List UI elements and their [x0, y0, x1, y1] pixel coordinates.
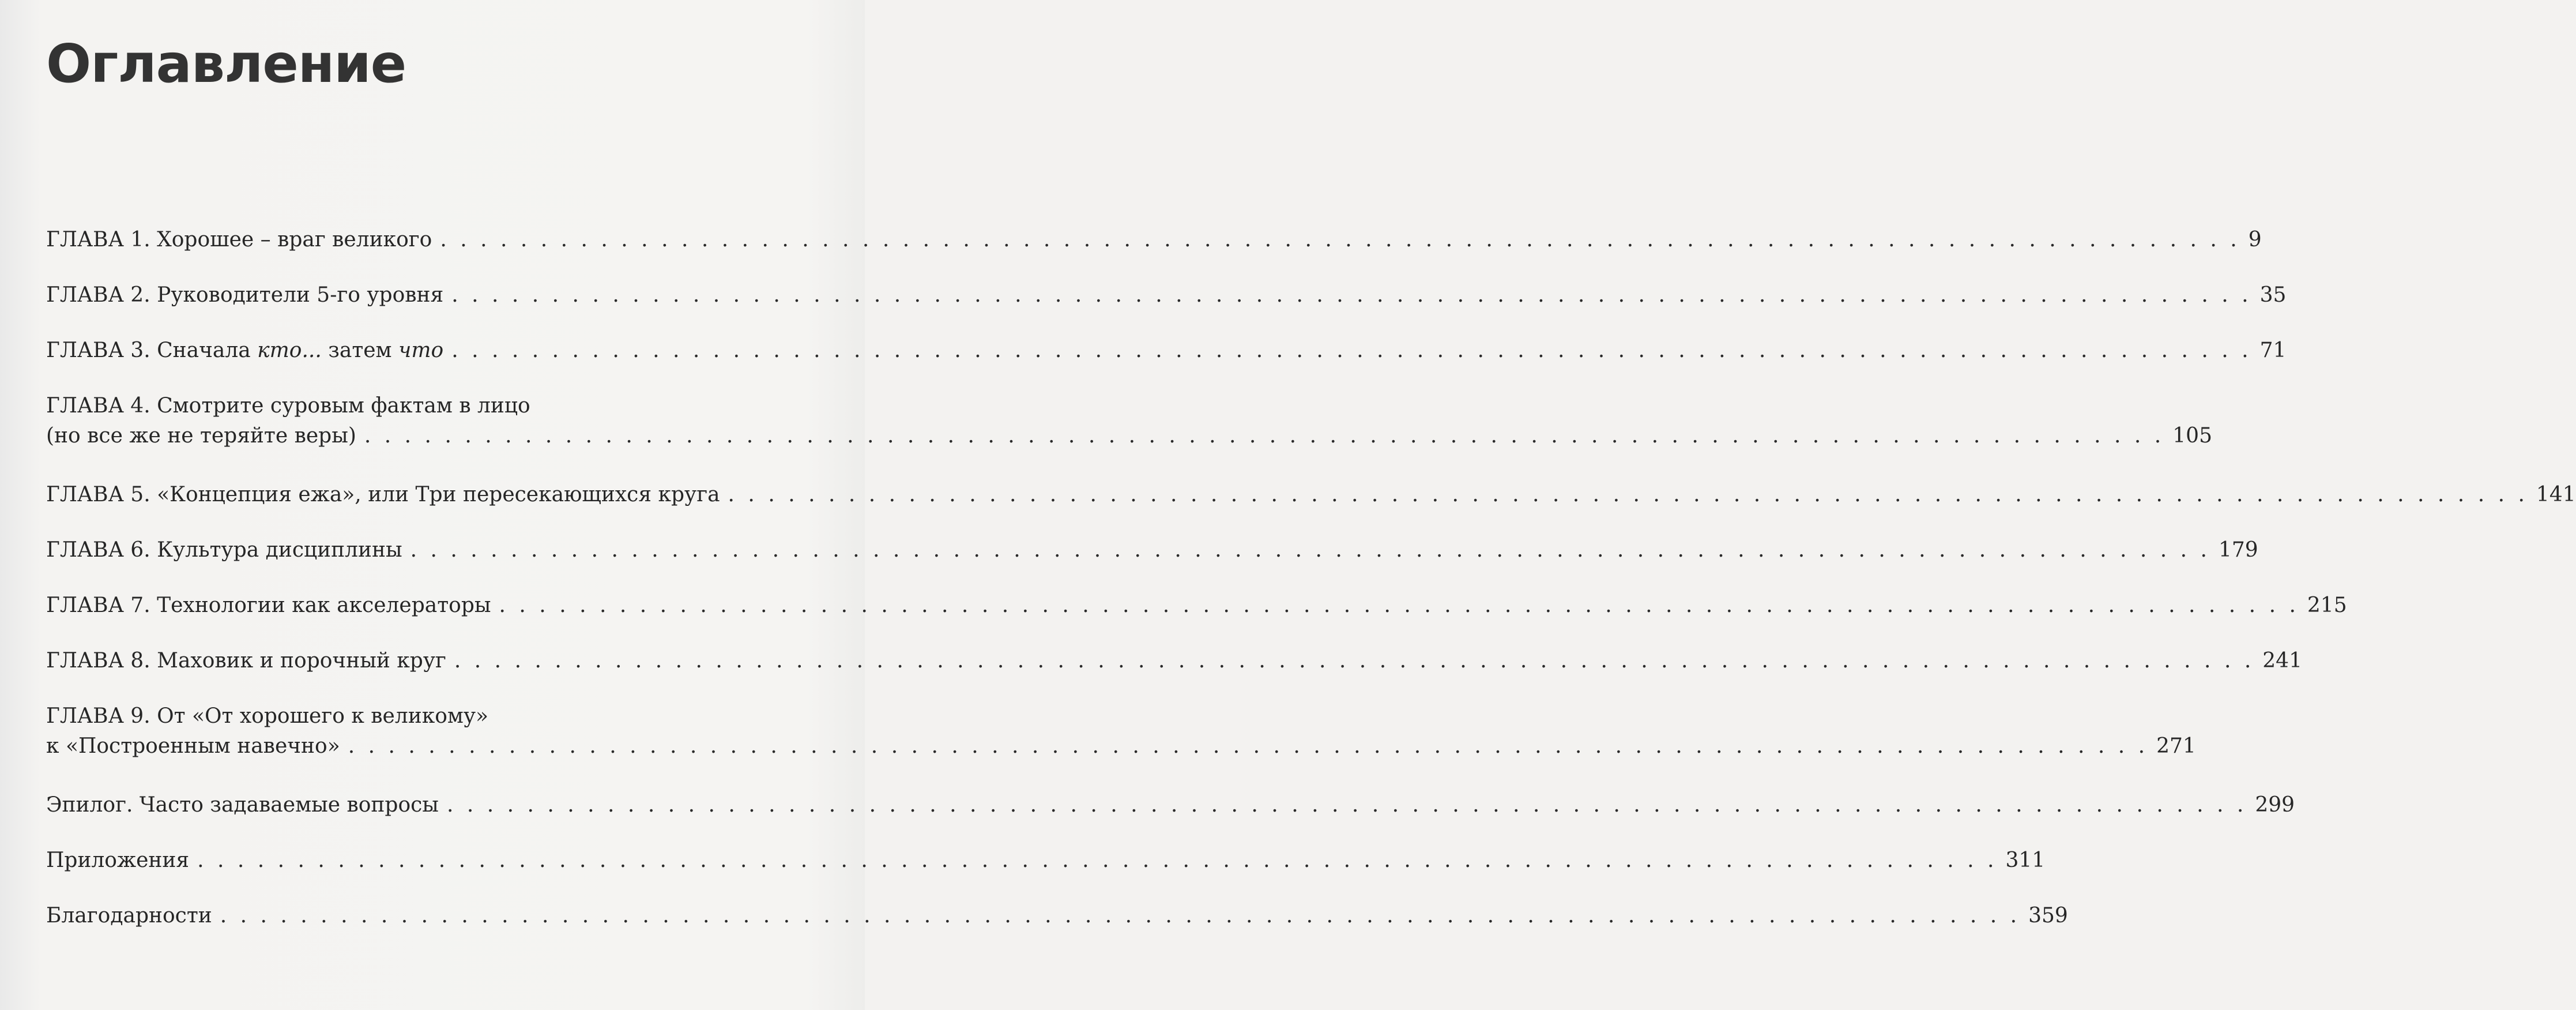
- toc-entry-chapter-1[interactable]: [46, 225, 2262, 255]
- toc-title-emphasis-what: что: [398, 339, 444, 362]
- toc-entry-title-line-2: к «Построенным навечно»: [46, 734, 340, 758]
- toc-entry-title-line-2: (но все же не теряйте веры): [46, 424, 356, 448]
- toc-title-prefix: ГЛАВА 3. Сначала: [46, 339, 258, 362]
- toc-page-number: 271: [2156, 734, 2196, 758]
- toc-page-number: 71: [2259, 339, 2287, 362]
- dot-leader: . . . . . . . . . . . . . . . . . . . . . . . . . . . . . . . . . . . . . . . . . . . . . . . . . . . . . . . . . . . . . . . . . . . . . . . . . . . . . . . . . . . . . . . . . .: [728, 483, 2528, 506]
- toc-entry-title-line-1: ГЛАВА 4. Смотрите суровым фактам в лицо: [46, 394, 530, 418]
- page-title: Оглавление: [46, 33, 406, 95]
- toc-entry-title: ГЛАВА 1. Хорошее – враг великого: [46, 228, 432, 251]
- toc-entry-chapter-2[interactable]: [46, 280, 2287, 310]
- toc-title-middle: затем: [321, 339, 398, 362]
- toc-entry-chapter-3[interactable]: [46, 336, 2287, 366]
- dot-leader: . . . . . . . . . . . . . . . . . . . . . . . . . . . . . . . . . . . . . . . . . . . . . . . . . . . . . . . . . . . . . . . . . . . . . . . . . . . . . . . . . . . . . . . . . .: [364, 424, 2165, 448]
- toc-entry-chapter-6[interactable]: [46, 535, 2258, 565]
- toc-entry-chapter-8[interactable]: [46, 646, 2302, 676]
- toc-page-number: 105: [2172, 424, 2212, 448]
- toc-page-number: 35: [2259, 283, 2287, 307]
- toc-page-number: 359: [2028, 904, 2068, 928]
- toc-entry-title: ГЛАВА 2. Руководители 5-го уровня: [46, 283, 444, 307]
- dot-leader: . . . . . . . . . . . . . . . . . . . . . . . . . . . . . . . . . . . . . . . . . . . . . . . . . . . . . . . . . . . . . . . . . . . . . . . . . . . . . . . . . . . . . . . . . .: [499, 594, 2299, 617]
- toc-entry-title: ГЛАВА 5. «Концепция ежа», или Три пересекающихся круга: [46, 483, 720, 506]
- toc-entry-acknowledgements[interactable]: [46, 901, 2068, 931]
- toc-entry-title: ГЛАВА 8. Маховик и порочный круг: [46, 649, 446, 673]
- toc-page-number: 241: [2262, 649, 2302, 673]
- dot-leader: . . . . . . . . . . . . . . . . . . . . . . . . . . . . . . . . . . . . . . . . . . . . . . . . . . . . . . . . . . . . . . . . . . . . . . . . . . . . . . . . . . . . . . . . . .: [454, 649, 2255, 673]
- toc-page-number: 9: [2248, 228, 2262, 251]
- toc-entry-title: ГЛАВА 7. Технологии как акселераторы: [46, 594, 491, 617]
- toc-page-number: 299: [2255, 793, 2295, 817]
- toc-entry-chapter-7[interactable]: [46, 591, 2347, 621]
- dot-leader: . . . . . . . . . . . . . . . . . . . . . . . . . . . . . . . . . . . . . . . . . . . . . . . . . . . . . . . . . . . . . . . . . . . . . . . . . . . . . . . . . . . . . . . . . .: [440, 228, 2240, 251]
- dot-leader: . . . . . . . . . . . . . . . . . . . . . . . . . . . . . . . . . . . . . . . . . . . . . . . . . . . . . . . . . . . . . . . . . . . . . . . . . . . . . . . . . . . . . . . . . .: [220, 904, 2021, 928]
- toc-title-emphasis-who: кто...: [257, 339, 322, 362]
- toc-entry-chapter-9[interactable]: [46, 701, 2196, 761]
- toc-entry-title: Эпилог. Часто задаваемые вопросы: [46, 793, 439, 817]
- dot-leader: . . . . . . . . . . . . . . . . . . . . . . . . . . . . . . . . . . . . . . . . . . . . . . . . . . . . . . . . . . . . . . . . . . . . . . . . . . . . . . . . . . . . . . . . . .: [446, 793, 2247, 817]
- dot-leader: . . . . . . . . . . . . . . . . . . . . . . . . . . . . . . . . . . . . . . . . . . . . . . . . . . . . . . . . . . . . . . . . . . . . . . . . . . . . . . . . . . . . . . . . . .: [451, 283, 2252, 307]
- dot-leader: . . . . . . . . . . . . . . . . . . . . . . . . . . . . . . . . . . . . . . . . . . . . . . . . . . . . . . . . . . . . . . . . . . . . . . . . . . . . . . . . . . . . . . . . . .: [451, 339, 2252, 362]
- toc-page-number: 141: [2536, 483, 2576, 506]
- toc-page-number: 179: [2219, 538, 2258, 562]
- toc-entry-title: ГЛАВА 6. Культура дисциплины: [46, 538, 402, 562]
- toc-entry-title-line-1: ГЛАВА 9. От «От хорошего к великому»: [46, 704, 489, 728]
- toc-entry-chapter-4[interactable]: [46, 391, 2212, 451]
- dot-leader: . . . . . . . . . . . . . . . . . . . . . . . . . . . . . . . . . . . . . . . . . . . . . . . . . . . . . . . . . . . . . . . . . . . . . . . . . . . . . . . . . . . . . . . . . .: [197, 848, 1998, 872]
- table-of-contents: [46, 225, 2576, 931]
- toc-entry-appendices[interactable]: [46, 846, 2046, 876]
- toc-page-number: 311: [2005, 848, 2046, 872]
- toc-entry-title: Приложения: [46, 848, 190, 872]
- toc-entry-title: [46, 336, 451, 366]
- dot-leader: . . . . . . . . . . . . . . . . . . . . . . . . . . . . . . . . . . . . . . . . . . . . . . . . . . . . . . . . . . . . . . . . . . . . . . . . . . . . . . . . . . . . . . . . . .: [410, 538, 2210, 562]
- toc-page-number: 215: [2307, 594, 2347, 617]
- toc-entry-title: Благодарности: [46, 904, 212, 928]
- toc-entry-epilogue[interactable]: [46, 790, 2295, 820]
- dot-leader: . . . . . . . . . . . . . . . . . . . . . . . . . . . . . . . . . . . . . . . . . . . . . . . . . . . . . . . . . . . . . . . . . . . . . . . . . . . . . . . . . . . . . . . . . .: [348, 734, 2149, 758]
- toc-entry-chapter-5[interactable]: [46, 480, 2576, 510]
